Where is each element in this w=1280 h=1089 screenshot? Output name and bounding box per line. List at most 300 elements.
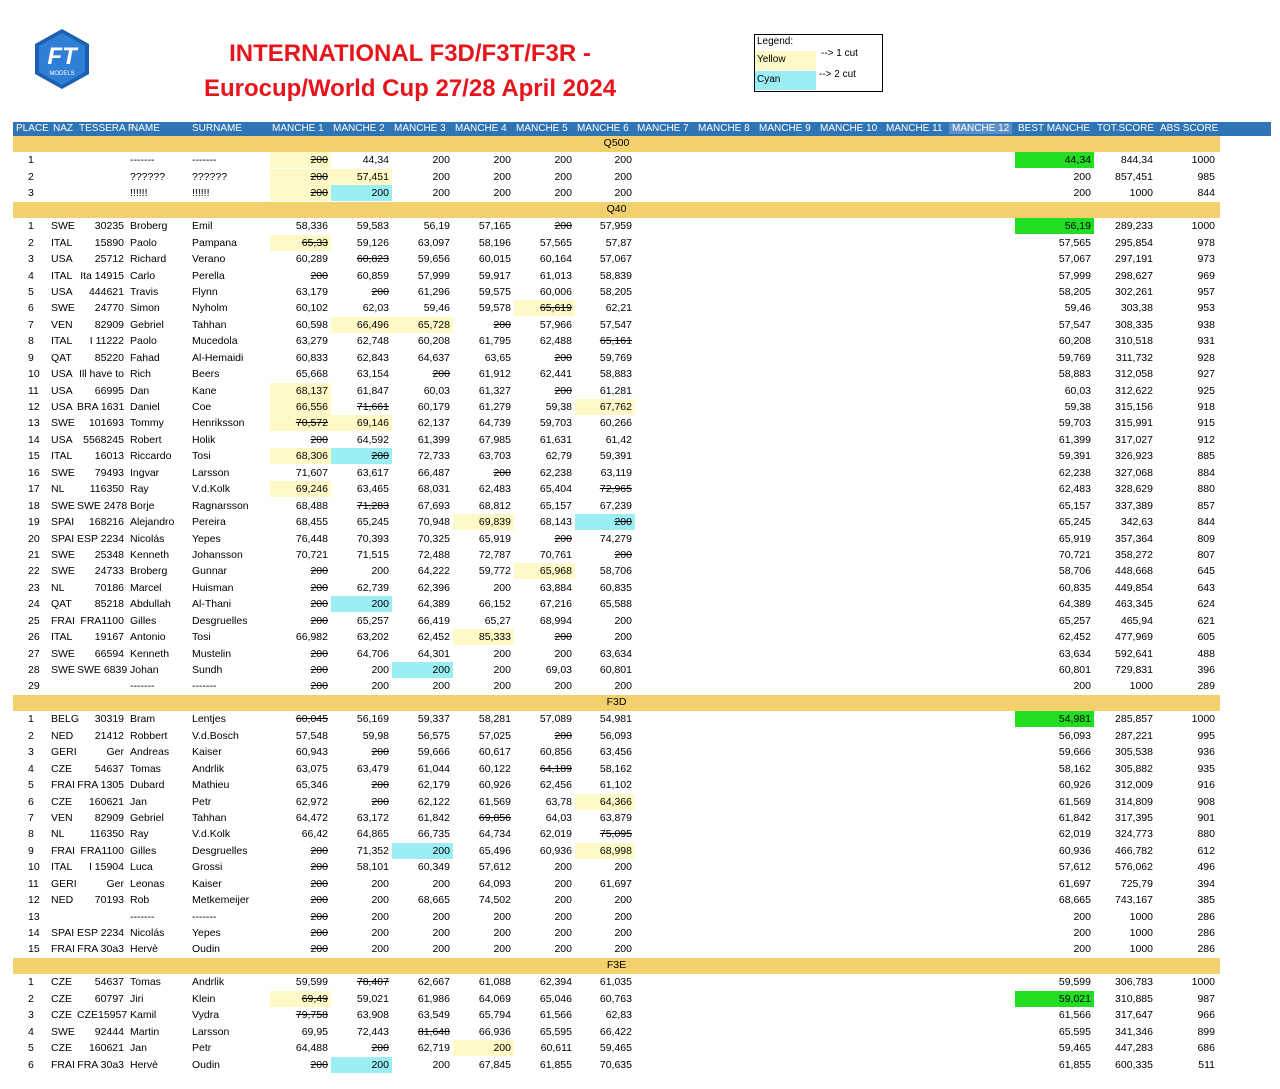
cell-abs-score: 385	[1197, 894, 1215, 907]
cell-manche-6: 61,697	[599, 877, 632, 890]
cell-manche-6: 60,266	[599, 417, 632, 430]
cell-naz: ITAL	[51, 861, 73, 874]
cell-name: Kenneth	[130, 647, 170, 660]
cell-place: 1	[28, 976, 34, 989]
cell-manche-1: 200	[270, 152, 331, 168]
cell-manche-4: 200	[493, 647, 511, 660]
cell-name: Daniel	[130, 401, 160, 413]
cell-naz: NED	[51, 894, 74, 907]
cell-manche-1: 200	[310, 894, 328, 907]
cell-manche-5: 60,856	[539, 746, 572, 759]
cell-best-manche: 70,721	[1058, 548, 1091, 561]
cell-manche-5: 200	[554, 384, 572, 397]
cell-abs-score: 957	[1197, 285, 1215, 298]
cell-best-manche: 65,595	[1058, 1025, 1091, 1038]
cell-manche-4: 66,936	[478, 1025, 511, 1038]
cell-manche-2: 200	[331, 185, 392, 201]
cell-manche-3: 64,637	[417, 351, 450, 364]
cell-best-manche: 61,566	[1058, 1009, 1091, 1022]
cell-best-manche: 57,999	[1058, 269, 1091, 282]
legend-note-yellow: --> 1 cut	[821, 48, 858, 59]
cell-manche-3: 60,349	[417, 861, 450, 874]
cell-manche-1: 60,289	[295, 253, 328, 266]
cell-manche-5: 200	[554, 532, 572, 545]
cell-manche-6: 58,883	[599, 368, 632, 381]
cell-best-manche: 62,238	[1058, 466, 1091, 479]
cell-surname: V.d.Kolk	[192, 828, 231, 841]
cell-manche-2: 66,496	[331, 317, 392, 333]
cell-manche-2: 61,847	[356, 384, 389, 397]
cell-manche-3: 63,097	[417, 236, 450, 249]
cell-manche-5: 59,38	[545, 401, 572, 413]
table-row	[0, 580, 1280, 596]
cell-tot-score: 592,641	[1115, 647, 1153, 660]
cell-tot-score: 1000	[1129, 910, 1153, 923]
cell-manche-3: 67,693	[417, 499, 450, 512]
cell-tessera: Ger	[106, 877, 124, 890]
legend-cyan: Cyan	[755, 71, 816, 90]
cell-manche-5: 200	[554, 877, 572, 890]
cell-manche-1: 58,336	[295, 220, 328, 233]
cell-manche-1: 60,598	[295, 318, 328, 331]
cell-surname: ??????	[192, 170, 228, 183]
cell-abs-score: 966	[1197, 1009, 1215, 1022]
cell-best-manche: 60,926	[1058, 779, 1091, 792]
cell-manche-4: 60,015	[478, 253, 511, 266]
cell-manche-1: 200	[310, 680, 328, 693]
cell-manche-4: 72,787	[478, 548, 511, 561]
cell-manche-1: 200	[310, 647, 328, 660]
cell-best-manche: 65,257	[1058, 614, 1091, 627]
cell-manche-5: 65,404	[539, 483, 572, 496]
cell-naz: NL	[51, 581, 65, 594]
cell-tessera: BRA 1631	[77, 401, 125, 413]
cell-tessera	[77, 169, 127, 185]
cell-manche-5: 61,013	[539, 269, 572, 282]
table-row	[0, 843, 1280, 859]
cell-manche-2: 69,146	[331, 415, 392, 431]
cell-best-manche: 59,465	[1058, 1042, 1091, 1055]
cell-place: 3	[28, 187, 34, 200]
cell-tessera: 21412	[94, 729, 124, 742]
cell-tessera: FRA 1305	[77, 779, 124, 792]
cell-best-manche: 59,38	[1064, 401, 1091, 413]
cell-manche-6: 200	[614, 170, 632, 183]
cell-surname: Desgruelles	[192, 614, 248, 627]
cell-abs-score: 978	[1197, 236, 1215, 249]
cell-manche-3: 56,19	[423, 220, 450, 233]
cell-naz: FRAI	[51, 1058, 75, 1071]
cell-tessera: CZE15957	[77, 1009, 128, 1022]
cell-manche-3: 68,031	[417, 483, 450, 496]
cell-manche-2: 44,34	[362, 154, 389, 167]
table-row	[0, 613, 1280, 629]
cell-tessera: 30319	[94, 713, 124, 726]
cell-abs-score: 844	[1197, 187, 1215, 200]
cell-manche-4: 61,279	[478, 401, 511, 413]
table-row	[0, 596, 1280, 612]
cell-abs-score: 612	[1197, 844, 1215, 857]
cell-name: Broberg	[130, 220, 168, 233]
cell-tessera: 70186	[94, 581, 124, 594]
cell-name: Alejandro	[130, 516, 175, 529]
cell-surname: Johansson	[192, 548, 243, 561]
cell-name: Ray	[130, 483, 149, 496]
cell-manche-1: 200	[310, 581, 328, 594]
cell-best-manche: 59,391	[1058, 450, 1091, 463]
cell-manche-1: 68,455	[295, 516, 328, 529]
header-name: NAME	[131, 123, 160, 134]
cell-manche-4: 61,569	[478, 795, 511, 808]
cell-abs-score: 985	[1197, 170, 1215, 183]
cell-manche-4: 65,27	[484, 614, 511, 627]
header-manche-8: MANCHE 8	[698, 123, 750, 134]
cell-abs-score: 394	[1197, 877, 1215, 890]
cell-manche-4: 200	[493, 910, 511, 923]
cell-manche-4: 57,165	[478, 220, 511, 233]
cell-surname: Lentjes	[192, 713, 226, 726]
cell-manche-2: 62,843	[356, 351, 389, 364]
cell-manche-5: 200	[554, 220, 572, 233]
cell-naz: SWE	[51, 647, 75, 660]
cell-tot-score: 1000	[1129, 927, 1153, 939]
cell-tot-score: 312,009	[1115, 779, 1153, 792]
cell-manche-2: 200	[371, 894, 389, 907]
cell-manche-5: 200	[554, 647, 572, 660]
cell-manche-3: 200	[432, 368, 450, 381]
cell-tot-score: 576,062	[1115, 861, 1153, 874]
cell-abs-score: 901	[1197, 811, 1215, 824]
cell-manche-3: 200	[432, 910, 450, 923]
cell-place: 10	[28, 368, 40, 381]
cell-place: 5	[28, 779, 34, 792]
cell-manche-1: 63,179	[295, 285, 328, 298]
cell-place: 16	[28, 466, 40, 479]
cell-manche-6: 62,21	[605, 302, 632, 315]
table-row	[0, 991, 1280, 1007]
cell-manche-1: 68,488	[295, 499, 328, 512]
header-manche-4: MANCHE 4	[455, 123, 507, 134]
cell-tot-score: 317,027	[1115, 433, 1153, 446]
cell-abs-score: 908	[1197, 795, 1215, 808]
cell-manche-6: 61,42	[605, 433, 632, 446]
cell-manche-1: 200	[310, 877, 328, 890]
cell-manche-6: 56,093	[599, 729, 632, 742]
cell-manche-4: 60,122	[478, 762, 511, 775]
cell-manche-4: 69,839	[453, 514, 514, 530]
section-header-f3d	[13, 695, 1220, 711]
cell-naz: ITAL	[51, 269, 73, 282]
cell-manche-5: 57,089	[539, 713, 572, 726]
cell-name: Paolo	[130, 335, 157, 348]
cell-name: Gilles	[130, 844, 157, 857]
header-manche-3: MANCHE 3	[394, 123, 446, 134]
cell-tessera: 5568245	[83, 433, 124, 446]
cell-manche-2: 62,739	[356, 581, 389, 594]
cell-place: 5	[28, 285, 34, 298]
cell-manche-2: 63,908	[356, 1009, 389, 1022]
cell-manche-2: 200	[371, 927, 389, 939]
cell-manche-1: 60,102	[295, 302, 328, 315]
header-surname: SURNAME	[192, 123, 243, 134]
cell-best-manche: 59,703	[1058, 417, 1091, 430]
cell-naz: QAT	[51, 598, 72, 611]
cell-manche-2: 60,859	[356, 269, 389, 282]
cell-manche-4: 61,088	[478, 976, 511, 989]
cell-abs-score: 496	[1197, 861, 1215, 874]
cell-manche-6: 57,547	[599, 318, 632, 331]
table-row	[0, 514, 1280, 530]
header-manche-10: MANCHE 10	[820, 123, 878, 134]
cell-surname: Verano	[192, 253, 226, 266]
cell-place: 1	[28, 713, 34, 726]
cell-name: Dan	[130, 384, 150, 397]
cell-name: Fahad	[130, 351, 160, 364]
cell-manche-1: 200	[310, 664, 328, 676]
cell-manche-4: 69,856	[478, 811, 511, 824]
cell-abs-score: 885	[1197, 450, 1215, 463]
cell-manche-1: 65,346	[295, 779, 328, 792]
cell-manche-6: 200	[575, 514, 635, 530]
cell-name: Nicolás	[130, 532, 165, 545]
cell-name: Nicolás	[130, 927, 165, 939]
cell-manche-3: 56,575	[417, 729, 450, 742]
cell-manche-5: 61,855	[539, 1058, 572, 1071]
cell-manche-6: 66,422	[599, 1025, 632, 1038]
cell-manche-1: 69,95	[301, 1025, 328, 1038]
cell-manche-4: 61,327	[478, 384, 511, 397]
cell-tot-score: 315,991	[1115, 417, 1153, 430]
cell-manche-1: 200	[270, 169, 331, 185]
cell-name: Simon	[130, 302, 160, 315]
cell-abs-score: 1000	[1191, 154, 1215, 167]
cell-tot-score: 312,058	[1115, 368, 1153, 381]
cell-manche-3: 59,46	[423, 302, 450, 315]
cell-surname: Nyholm	[192, 302, 228, 315]
cell-tessera: I 11222	[89, 335, 124, 348]
cell-naz: USA	[51, 285, 73, 298]
cell-manche-2: 72,443	[356, 1025, 389, 1038]
cell-manche-6: 63,119	[600, 466, 632, 479]
cell-manche-5: 70,761	[539, 548, 572, 561]
table-row	[0, 333, 1280, 349]
cell-best-manche: 62,452	[1058, 631, 1091, 644]
cell-best-manche: 65,919	[1058, 532, 1091, 545]
cell-manche-2: 59,583	[356, 220, 389, 233]
header-abs-score: ABS SCORE	[1160, 123, 1219, 134]
cell-manche-2: 60,823	[356, 253, 389, 266]
cell-name: Dubard	[130, 779, 165, 792]
cell-best-manche: 65,245	[1058, 516, 1091, 529]
cell-manche-3: 200	[432, 154, 450, 167]
cell-name: Andreas	[130, 746, 170, 759]
table-row	[0, 432, 1280, 448]
cell-manche-4: 200	[493, 581, 511, 594]
cell-surname: Pampana	[192, 236, 237, 249]
cell-manche-4: 74,502	[478, 894, 511, 907]
cell-manche-5: 60,611	[540, 1042, 572, 1055]
cell-naz: SWE	[51, 466, 75, 479]
cell-tessera: 160621	[88, 1042, 124, 1055]
cell-manche-5: 200	[554, 861, 572, 874]
cell-surname: !!!!!!	[192, 187, 210, 200]
cell-abs-score: 931	[1197, 335, 1215, 348]
table-row	[0, 268, 1280, 284]
cell-surname: -------	[192, 680, 217, 693]
cell-manche-5: 62,238	[539, 466, 572, 479]
cell-surname: Flynn	[192, 285, 218, 298]
cell-manche-3: 64,389	[417, 598, 450, 611]
cell-manche-2: 200	[371, 943, 389, 956]
cell-abs-score: 927	[1197, 368, 1215, 381]
cell-manche-5: 68,994	[539, 614, 572, 627]
cell-manche-6: 200	[614, 154, 632, 167]
cell-manche-1: 79,758	[295, 1009, 328, 1022]
cell-manche-2: 63,202	[356, 631, 389, 644]
cell-manche-3: 62,137	[417, 417, 450, 430]
cell-tot-score: 466,782	[1115, 844, 1153, 857]
cell-manche-2: 71,283	[356, 499, 389, 512]
table-row	[0, 711, 1280, 727]
cell-manche-4: 200	[493, 927, 511, 939]
table-row	[0, 1040, 1280, 1056]
cell-manche-2: 63,154	[356, 368, 389, 381]
cell-naz: ITAL	[51, 335, 73, 348]
cell-manche-4: 200	[493, 170, 511, 183]
cell-manche-4: 65,794	[478, 1009, 511, 1022]
cell-surname: Yepes	[192, 927, 221, 939]
header-manche-11: MANCHE 11	[886, 123, 943, 134]
cell-manche-3: 57,999	[417, 269, 450, 282]
cell-best-manche: 60,936	[1058, 844, 1091, 857]
cell-tessera: 79493	[94, 466, 124, 479]
cell-abs-score: 880	[1197, 483, 1215, 496]
cell-manche-2: 200	[331, 596, 392, 612]
cell-manche-2: 64,706	[356, 647, 389, 660]
cell-manche-6: 200	[614, 927, 632, 939]
cell-best-manche: 63,634	[1058, 647, 1091, 660]
cell-surname: Petr	[192, 1042, 212, 1055]
cell-manche-5: 68,143	[539, 516, 572, 529]
cell-abs-score: 935	[1197, 762, 1215, 775]
cell-tessera: 24770	[94, 302, 124, 315]
cell-manche-6: 72,965	[599, 483, 632, 496]
cell-place: 7	[28, 811, 34, 824]
cell-tot-score: 314,809	[1115, 795, 1153, 808]
cell-manche-2: 200	[371, 285, 389, 298]
cell-surname: Pereira	[192, 516, 226, 529]
cell-place: 7	[28, 318, 34, 331]
cell-abs-score: 289	[1197, 680, 1215, 693]
cell-surname: Mustelin	[192, 647, 232, 660]
cell-naz: CZE	[51, 1009, 72, 1022]
cell-manche-1: 69,246	[270, 481, 331, 497]
cell-tot-score: 285,857	[1115, 713, 1153, 726]
cell-name: Richard	[130, 253, 167, 266]
cell-manche-5: 65,157	[539, 499, 572, 512]
cell-tot-score: 308,335	[1115, 318, 1153, 331]
cell-best-manche: 58,706	[1058, 565, 1091, 578]
cell-naz: SWE	[51, 565, 75, 578]
cell-manche-3: 66,487	[417, 466, 450, 479]
cell-manche-4: 57,025	[478, 729, 511, 742]
cell-manche-5: 59,703	[539, 417, 572, 430]
table-row	[0, 810, 1280, 826]
cell-manche-5: 64,189	[539, 762, 572, 775]
cell-manche-2: 71,352	[356, 844, 389, 857]
cell-manche-1: 71,607	[295, 466, 328, 479]
cell-manche-2: 65,245	[356, 516, 389, 529]
cell-place: 2	[28, 992, 34, 1005]
cell-abs-score: 488	[1197, 647, 1215, 660]
cell-tot-score: 477,969	[1115, 631, 1153, 644]
cell-manche-5: 62,79	[545, 450, 572, 463]
cell-tot-score: 297,191	[1115, 253, 1153, 266]
cell-tot-score: 317,395	[1115, 811, 1153, 824]
ft-models-logo	[31, 28, 93, 90]
cell-manche-1: 60,833	[295, 351, 328, 364]
cell-tessera: FRA1100	[80, 614, 124, 627]
cell-manche-1: 66,982	[295, 631, 328, 644]
cell-naz: CZE	[51, 976, 72, 989]
cell-manche-4: 64,734	[478, 828, 511, 841]
cell-tot-score: 1000	[1129, 943, 1153, 956]
cell-tot-score: 317,647	[1115, 1009, 1153, 1022]
table-row	[0, 761, 1280, 777]
cell-tot-score: 303,38	[1120, 302, 1153, 315]
cell-manche-4: 200	[493, 466, 511, 479]
table-row	[0, 481, 1280, 497]
cell-best-manche: 57,547	[1058, 318, 1091, 331]
cell-manche-5: 60,164	[539, 253, 572, 266]
cell-manche-5: 200	[554, 187, 572, 200]
cell-manche-6: 200	[614, 894, 632, 907]
cell-manche-3: 62,452	[417, 631, 450, 644]
cell-abs-score: 809	[1197, 532, 1215, 545]
cell-manche-3: 61,842	[417, 811, 450, 824]
cell-tessera: 19167	[94, 631, 124, 644]
cell-manche-5: 200	[554, 927, 572, 939]
cell-manche-4: 60,617	[478, 746, 511, 759]
cell-tot-score: 463,345	[1115, 598, 1153, 611]
cell-manche-2: 64,865	[356, 828, 389, 841]
cell-name: Bram	[130, 713, 156, 726]
cell-naz: CZE	[51, 762, 72, 775]
cell-place: 14	[28, 927, 40, 939]
cell-name: Gilles	[130, 614, 157, 627]
cell-manche-2: 62,03	[362, 302, 389, 315]
cell-manche-5: 63,78	[545, 795, 572, 808]
cell-manche-3: 72,488	[417, 548, 450, 561]
cell-manche-5: 200	[554, 943, 572, 956]
cell-tessera: 101693	[88, 417, 124, 430]
cell-tot-score: 341,346	[1115, 1025, 1153, 1038]
cell-tot-score: 448,668	[1115, 565, 1153, 578]
cell-place: 28	[28, 664, 40, 676]
cell-manche-5: 65,595	[539, 1025, 572, 1038]
cell-abs-score: 624	[1197, 598, 1215, 611]
cell-tessera: SWE 6839	[77, 664, 128, 676]
cell-best-manche: 60,801	[1058, 664, 1091, 676]
cell-manche-6: 59,465	[599, 1042, 632, 1055]
cell-manche-4: 200	[493, 680, 511, 693]
cell-tot-score: 287,221	[1115, 729, 1153, 742]
legend-box	[754, 34, 883, 92]
cell-best-manche: 59,021	[1015, 991, 1094, 1007]
cell-place: 9	[28, 844, 34, 857]
cell-manche-5: 67,216	[539, 598, 572, 611]
cell-abs-score: 286	[1197, 910, 1215, 923]
